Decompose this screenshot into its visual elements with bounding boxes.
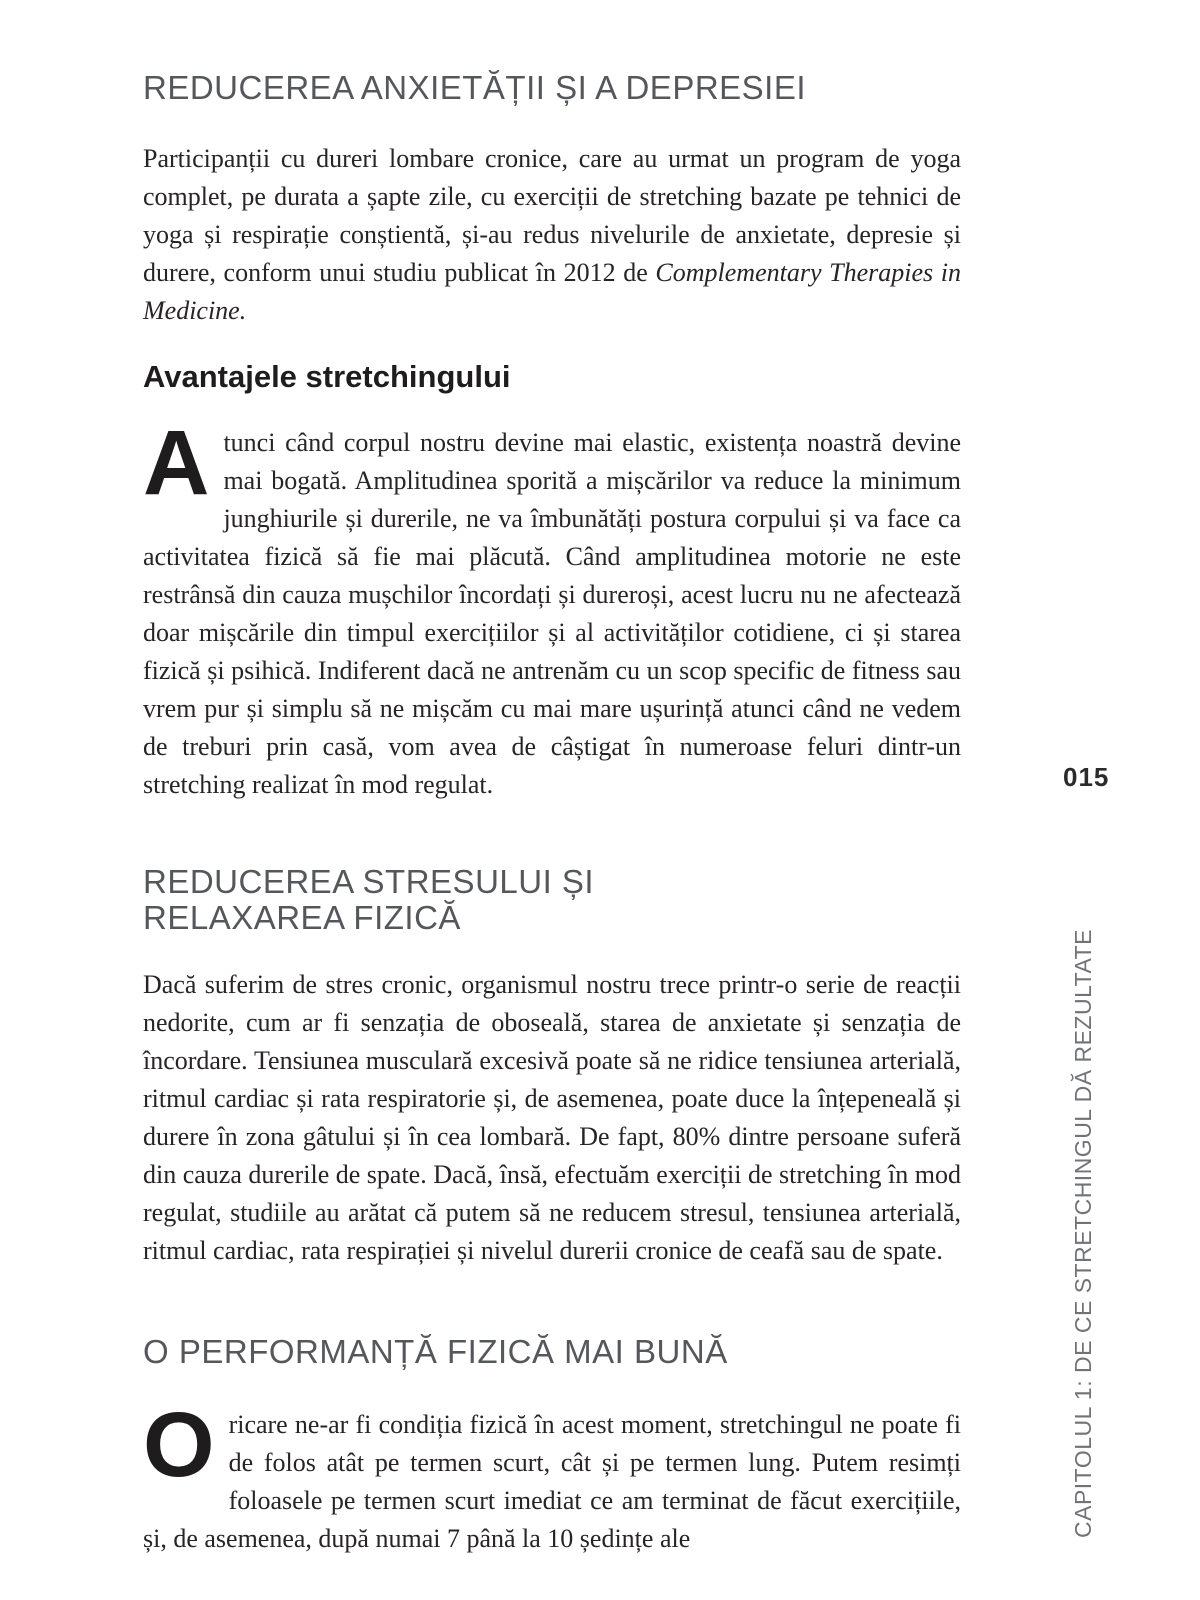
dropcap-o: O <box>143 1394 215 1496</box>
paragraph-advantages-text: tunci când corpul nostru devine mai elastic, existența noastră devine mai bogată. Amplitudinea sporită a mișcărilor va reduce la minimum junghiurile și durerile, ne va îmbunătăți postura corpului și va face ca activitatea fizică să fie mai plăcută. Când amplitudinea motorie ne este restrânsă din cauza mușchilor încordați și dureroși, acest lucru nu ne afectează doar mișcările din timpul exercițiilor și al activităților cotidiene, ci și starea fizică și psihică. Indiferent dacă ne antrenăm cu un scop specific de fitness sau vrem pur și simplu să ne mișcăm cu mai mare ușurință atunci când ne vedem de treburi prin casă, vom avea de câștigat în numeroase feluri dintr-un stretching realizat în mod regulat. <box>143 428 961 799</box>
section-heading-performance: O PERFORMANȚĂ FIZICĂ MAI BUNĂ <box>143 1333 728 1370</box>
section-heading-stress-line1: REDUCEREA STRESULUI ȘI <box>143 863 595 900</box>
paragraph-anxiety-text: Participanții cu dureri lombare cronice, care au urmat un program de yoga complet, pe durata a șapte zile, cu exerciții de stretching bazate pe tehnici de yoga și respirație conștientă, și-au redus nivelurile de anxietate, depresie și durere, conform unui studiu publicat în 2012 de <box>143 144 961 287</box>
paragraph-anxiety <box>143 140 961 330</box>
paragraph-advantages <box>143 412 961 804</box>
paragraph-stress: Dacă suferim de stres cronic, organismul nostru trece printr-o serie de reacții nedorite, cum ar fi senzația de oboseală, starea de anxietate și senzația de încordare. Tensiunea musculară excesivă poate să ne ridice tensiunea arterială, ritmul cardiac și rata respiratorie și, de asemenea, poate duce la înțepeneală și durere în zona gâtului și în cea lombară. De fapt, 80% dintre persoane suferă din cauza durerile de spate. Dacă, însă, efectuăm exerciții de stretching în mod regulat, studiile au arătat că putem să ne reducem stresul, tensiunea arterială, ritmul cardiac, rata respirației și nivelul durerii cronice de ceafă sau de spate. <box>143 970 961 1265</box>
section-heading-anxiety: REDUCEREA ANXIETĂȚII ȘI A DEPRESIEI <box>143 69 807 106</box>
section-heading-stress-line2: RELAXAREA FIZICĂ <box>143 899 461 936</box>
paragraph-performance-text: ricare ne-ar fi condiția fizică în acest moment, stretchingul ne poate fi de folos atât pe termen scurt, cât și pe termen lung. Putem resimți foloasele pe termen scurt imediat ce am terminat de făcut exercițiile, și, de asemenea, după numai 7 până la 10 ședințe ale <box>143 1410 961 1553</box>
paragraph-performance <box>143 1394 961 1558</box>
chapter-sidebar-vertical-text: CAPITOLUL 1: DE CE STRETCHINGUL DĂ REZULTATE <box>1070 928 1096 1538</box>
dropcap-a: A <box>143 412 210 514</box>
page-number: 015 <box>1063 762 1110 792</box>
sub-heading-advantages: Avantajele stretchingului <box>143 359 511 394</box>
section-heading-stress <box>143 864 961 936</box>
citation-journal-title: Complementary Therapies in Medicine. <box>143 258 961 325</box>
